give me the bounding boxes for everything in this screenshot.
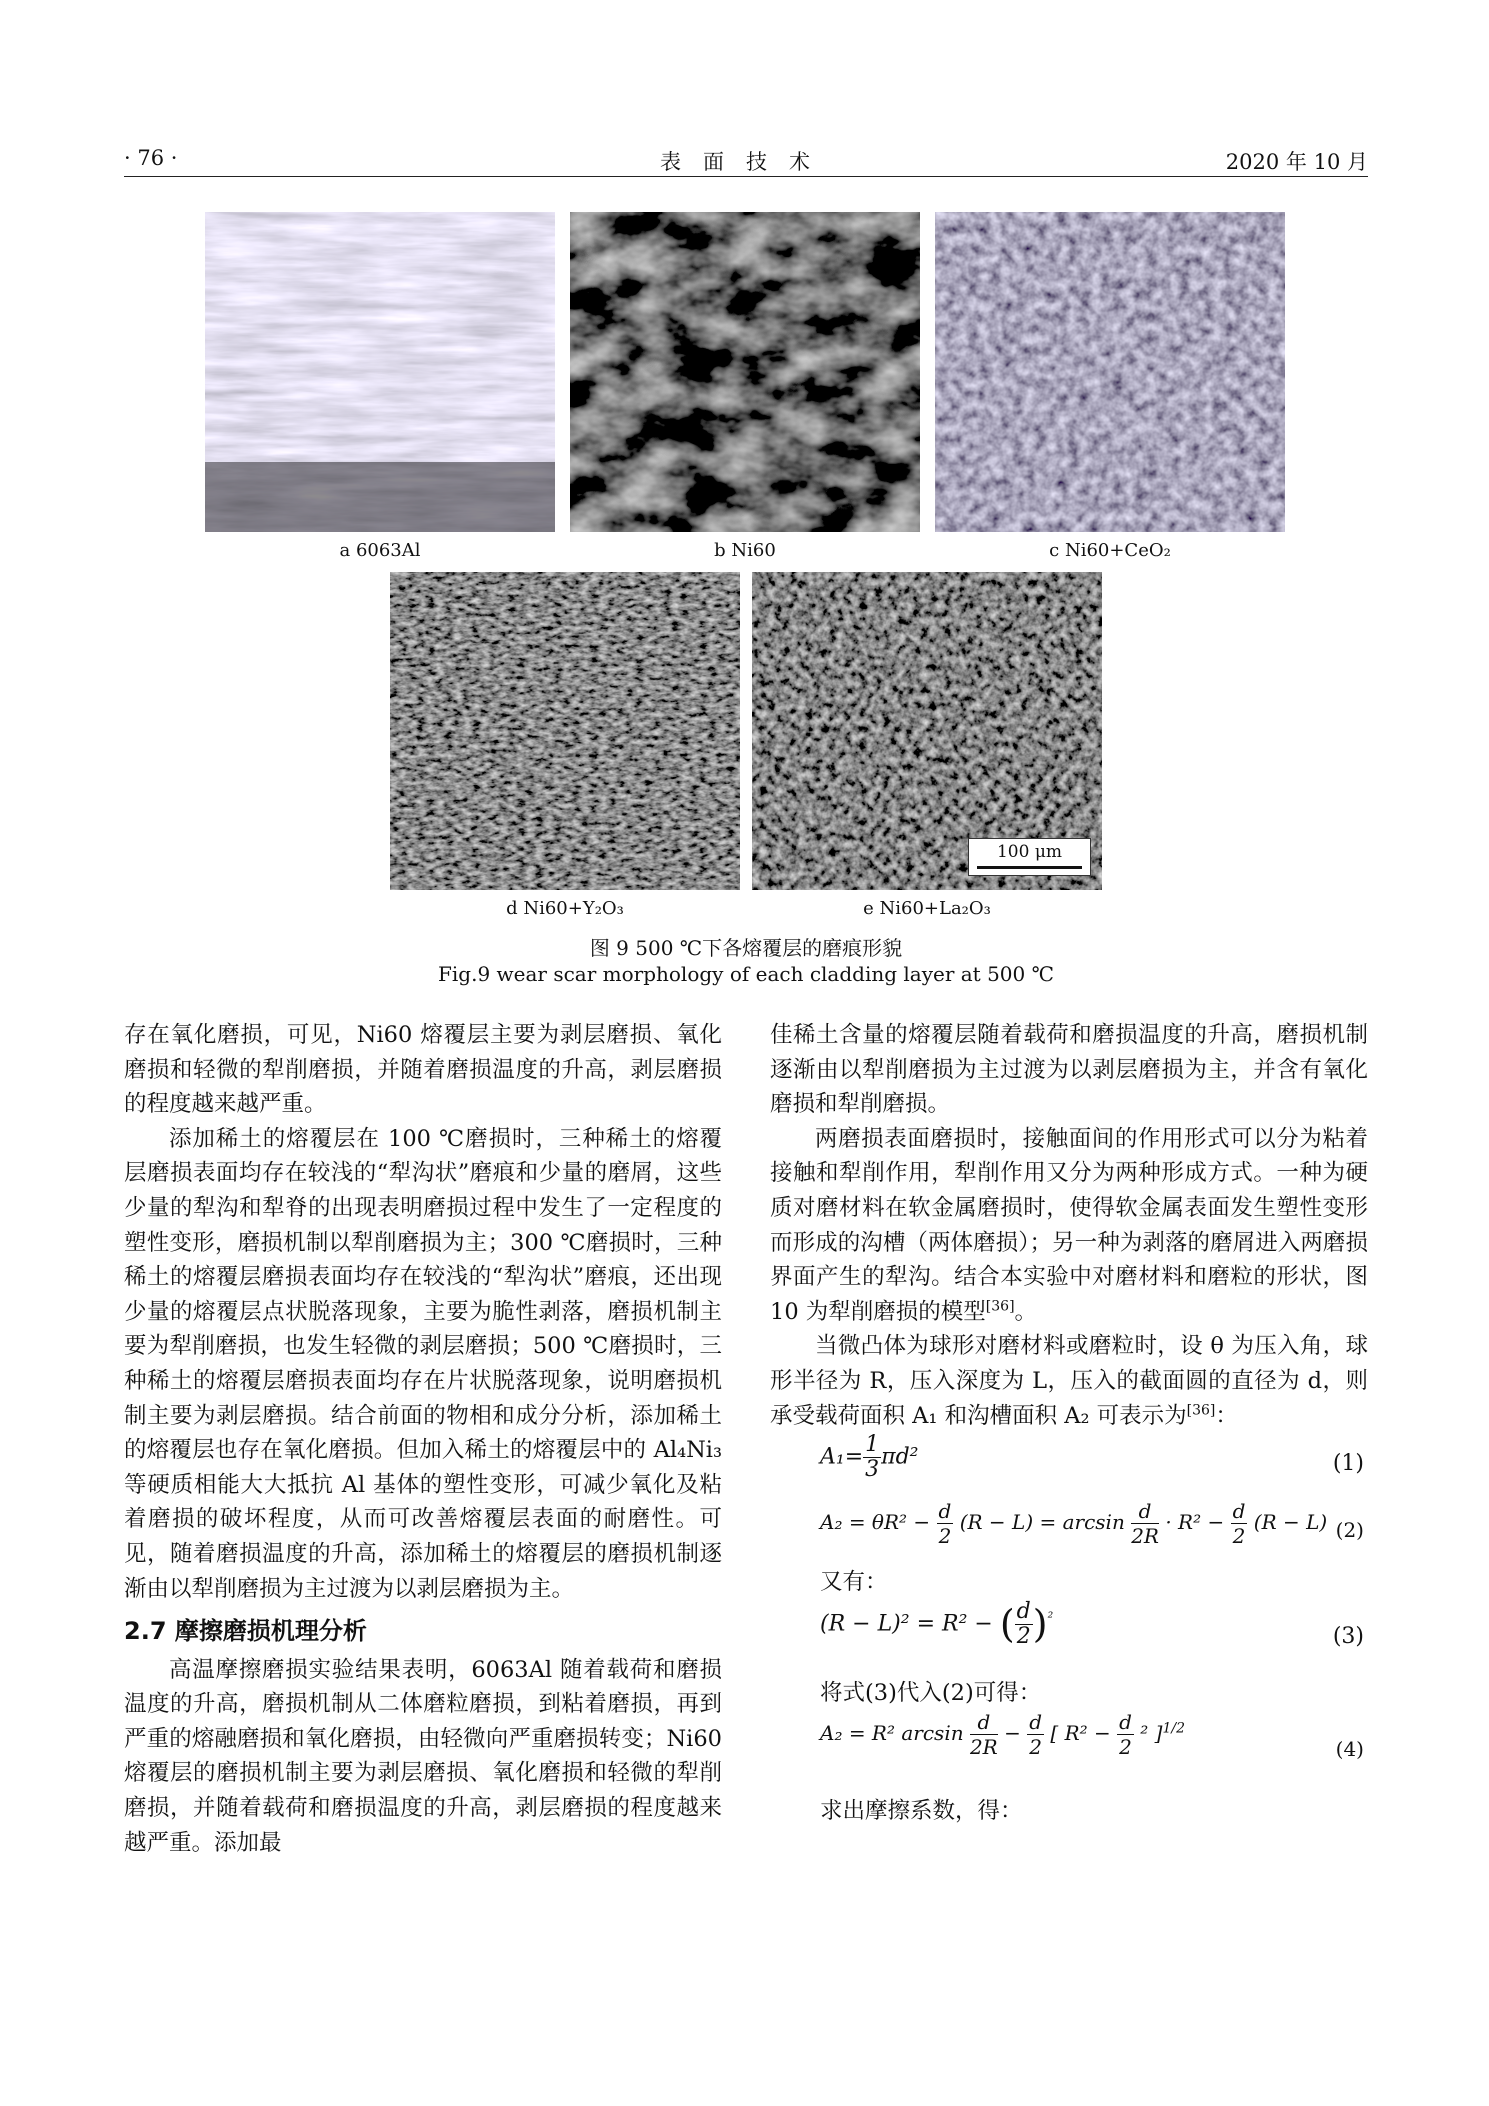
numerator: d [1016,1598,1031,1624]
denominator: 3 [865,1457,880,1483]
equation-4 [820,1710,1368,1794]
eq-fraction [1231,1499,1248,1548]
denominator: 2R [969,1735,998,1760]
paragraph: 又有： [820,1569,888,1596]
paragraph: 求出摩擦系数，得： [820,1798,1023,1825]
eq-term: (R − L) = arcsin [959,1510,1125,1535]
panel-caption-d: d Ni60+Y₂O₃ [506,898,624,919]
numerator: d [1232,1499,1246,1524]
right-paren: ) [1032,1601,1048,1646]
numerator: d [1131,1499,1159,1524]
numerator: 1 [865,1432,880,1458]
paragraph-text: 。 [1014,1298,1038,1325]
paragraph-text: ： [1215,1402,1238,1429]
scale-bar [968,838,1091,876]
eq-term: A₂ = R² arcsin [820,1721,964,1746]
section-heading: 2.7 摩擦磨损机理分析 [124,1617,367,1646]
eq-fraction [1131,1499,1159,1548]
equation-number: (2) [1335,1518,1364,1543]
figure-caption-en: Fig.9 wear scar morphology of each cladding layer at 500 ℃ [438,962,1054,986]
eq-term: − [1004,1721,1021,1746]
scale-bar-label: 100 μm [996,842,1063,862]
paragraph-text: 两磨损表面磨损时，接触面间的作用形式可以分为粘着接触和犁削作用，犁削作用又分为两种形成方式。一种为硬质对磨材料在软金属磨损时，使得软金属表面发生塑性变形而形成的沟槽（两体磨损）；另一种为剥落的磨屑进入两磨损界面产生的犁沟。结合本实验中对磨材料和磨粒的形状，图 10 为犁削磨损的模型 [770,1125,1368,1325]
eq-term: A₂ = θR² − [820,1510,931,1535]
denominator: 2 [1016,1623,1031,1649]
right-column [770,1018,1368,1829]
eq-term: ² ] [1140,1721,1163,1746]
paragraph: 存在氧化磨损，可见，Ni60 熔覆层主要为剥层磨损、氧化磨损和轻微的犁削磨损，并随着磨损温度的升高，剥层磨损的程度越来越严重。 [124,1022,722,1118]
eq-term: (R − L)² = R² − [820,1611,993,1637]
eq-term: · R² − [1165,1510,1225,1535]
equation-1 [820,1433,1368,1499]
exponent: 1/2 [1162,1720,1186,1737]
equation-3 [820,1600,1368,1676]
micrograph-ni60 [570,212,920,532]
equation-number: (3) [1332,1623,1364,1649]
numerator: d [1119,1710,1132,1735]
denominator: 2 [938,1524,952,1549]
equation-number: (1) [1332,1451,1364,1477]
paragraph [770,1329,1368,1433]
micrograph-ni60-ceo2 [935,212,1285,532]
panel-caption-a: a 6063Al [339,540,421,561]
citation: [36] [1186,1402,1216,1419]
paragraph: 添加稀土的熔覆层在 100 ℃磨损时，三种稀土的熔覆层磨损表面均存在较浅的“犁沟状”磨痕和少量的磨屑，这些少量的犁沟和犁脊的出现表明磨损过程中发生了一定程度的塑性变形，磨损机制以犁削磨损为主；300 ℃磨损时，三种稀土的熔覆层磨损表面均存在较浅的“犁沟状”磨痕，还出现少量的熔覆层点状脱落现象，主要为脆性剥落，磨损机制主要为犁削磨损，也发生轻微的剥层磨损；500 ℃磨损时，三种稀土的熔覆层磨损表面均存在片状脱落现象，说明磨损机制主要为剥层磨损。结合前面的物相和成分分析，添加稀土的熔覆层也存在氧化磨损。但加入稀土的熔覆层中的 Al₄Ni₃ 等硬质相能大大抵抗 Al 基体的塑性变形，可减少氧化及粘着磨损的破坏程度，从而可改善熔覆层表面的耐磨性。可见，随着磨损温度的升高，添加稀土的熔覆层的磨损机制逐渐由以犁削磨损为主过渡为以剥层磨损为主。 [124,1125,722,1602]
equation-number: (4) [1335,1737,1364,1762]
eq-fraction [863,1433,881,1482]
eq-term: [ R² − [1050,1721,1111,1746]
numerator: d [1029,1710,1043,1735]
numerator: d [938,1499,952,1524]
panel-caption-e: e Ni60+La₂O₃ [863,898,991,919]
exponent: ² [1047,1609,1054,1626]
issue-date: 2020 年 10 月 [1225,150,1368,174]
paragraph [770,1122,1368,1330]
numerator: d [970,1710,998,1735]
left-column [124,1018,722,1860]
left-paren: ( [999,1601,1015,1646]
page-number: · 76 · [124,146,178,170]
denominator: 2R [1131,1524,1159,1549]
denominator: 2 [1029,1735,1042,1760]
paragraph: 将式(3)代入(2)可得： [820,1679,1042,1706]
eq-term: (R − L) [1253,1510,1328,1535]
equation-2 [820,1499,1368,1565]
eq-fraction [970,1710,998,1759]
paragraph: 佳稀土含量的熔覆层随着载荷和磨损温度的升高，磨损机制逐渐由以犁削磨损为主过渡为以剥层磨损为主，并含有氧化磨损和犁削磨损。 [770,1022,1368,1118]
eq-fraction [1015,1600,1033,1649]
figure-caption-cn: 图 9 500 ℃下各熔覆层的磨痕形貌 [589,936,903,960]
denominator: 2 [1232,1524,1246,1549]
eq-term: πd² [881,1444,919,1470]
scale-bar-line [977,866,1082,869]
paragraph: 高温摩擦磨损实验结果表明，6063Al 随着载荷和磨损温度的升高，磨损机制从二体磨粒磨损，到粘着磨损，再到严重的熔融磨损和氧化磨损，由轻微向严重磨损转变；Ni60 熔覆层的磨损机制主要为剥层磨损、氧化磨损和轻微的犁削磨损，并随着载荷和磨损温度的升高，剥层磨损的程度越来越严重。添加最 [124,1656,722,1856]
panel-caption-b: b Ni60 [714,540,776,561]
micrograph-6063al [205,212,555,532]
panel-caption-c: c Ni60+CeO₂ [1049,540,1171,561]
journal-name: 表面技术 [660,150,832,174]
eq-fraction [937,1499,954,1548]
paragraph-text: 当微凸体为球形对磨材料或磨粒时，设 θ 为压入角，球形半径为 R，压入深度为 L，压入的截面圆的直径为 d，则承受载荷面积 A₁ 和沟槽面积 A₂ 可表示为 [770,1333,1368,1429]
running-header [124,142,1368,177]
eq-term: A₁= [820,1444,864,1470]
eq-fraction [1117,1710,1134,1759]
eq-fraction [1027,1710,1044,1759]
citation: [36] [985,1298,1015,1315]
denominator: 2 [1119,1735,1132,1760]
micrograph-ni60-y2o3 [390,572,740,890]
